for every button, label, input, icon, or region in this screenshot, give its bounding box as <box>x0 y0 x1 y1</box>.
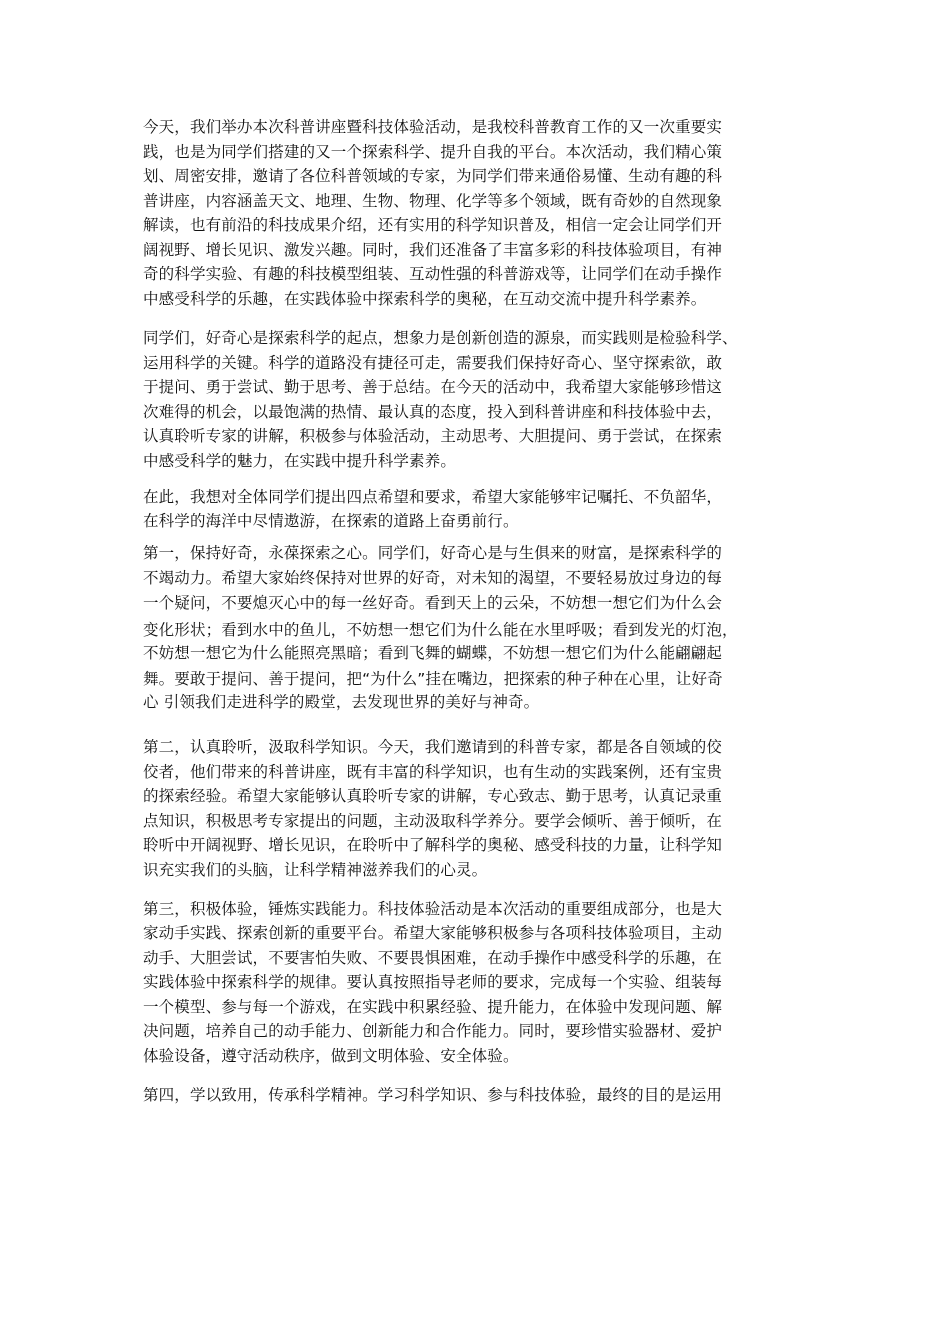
paragraph-3-line-2: 在科学的海洋中尽情遨游，在探索的道路上奋勇前行。 <box>143 512 519 530</box>
paragraph-2-line-4: 次难得的机会，以最饱满的热情、最认真的态度，投入到科普讲座和科技体验中去， <box>143 403 723 421</box>
paragraph-6-line-4: 实践体验中探索科学的规律。要认真按照指导老师的要求，完成每一个实验、组装每 <box>143 973 723 991</box>
paragraph-1-line-4: 普讲座，内容涵盖天文、地理、生物、物理、化学等多个领域，既有奇妙的自然现象 <box>143 192 723 210</box>
paragraph-4-line-6: 舞。要敢于提问、善于提问，把“为什么”挂在嘴边，把探索的种子种在心里，让好奇 <box>143 670 723 688</box>
paragraph-5-line-4: 点知识，积极思考专家提出的问题，主动汲取科学养分。要学会倾听、善于倾听，在 <box>143 812 723 830</box>
paragraph-1-line-3: 划、周密安排，邀请了各位科普领域的专家，为同学们带来通俗易懂、生动有趣的科 <box>143 167 723 185</box>
paragraph-7-line-1: 第四，学以致用，传承科学精神。学习科学知识、参与科技体验，最终的目的是运用 <box>143 1086 723 1104</box>
paragraph-5-line-1: 第二，认真聆听，汲取科学知识。今天，我们邀请到的科普专家，都是各自领域的佼 <box>143 738 723 756</box>
paragraph-1-line-6: 阔视野、增长见识、激发兴趣。同时，我们还准备了丰富多彩的科技体验项目，有神 <box>143 241 723 259</box>
paragraph-6-line-5: 一个模型、参与每一个游戏，在实践中积累经验、提升能力，在体验中发现问题、解 <box>143 998 723 1016</box>
paragraph-6-line-2: 家动手实践、探索创新的重要平台。希望大家能够积极参与各项科技体验项目，主动 <box>143 924 723 942</box>
paragraph-1-line-1: 今天，我们举办本次科普讲座暨科技体验活动，是我校科普教育工作的又一次重要实 <box>143 118 723 136</box>
paragraph-2-line-2: 运用科学的关键。科学的道路没有捷径可走，需要我们保持好奇心、坚守探索欲，敢 <box>143 354 723 372</box>
paragraph-2-line-3: 于提问、勇于尝试、勤于思考、善于总结。在今天的活动中，我希望大家能够珍惜这 <box>143 378 723 396</box>
paragraph-6-line-3: 动手、大胆尝试，不要害怕失败、不要畏惧困难，在动手操作中感受科学的乐趣，在 <box>143 949 723 967</box>
paragraph-1-line-5: 解读，也有前沿的科技成果介绍，还有实用的科学知识普及，相信一定会让同学们开 <box>143 216 723 234</box>
paragraph-2-line-1: 同学们，好奇心是探索科学的起点，想象力是创新创造的源泉，而实践则是检验科学、 <box>143 329 738 347</box>
paragraph-2-line-6: 中感受科学的魅力，在实践中提升科学素养。 <box>143 452 457 470</box>
paragraph-2-line-5: 认真聆听专家的讲解，积极参与体验活动，主动思考、大胆提问、勇于尝试，在探索 <box>143 427 723 445</box>
paragraph-6-line-1: 第三，积极体验，锤炼实践能力。科技体验活动是本次活动的重要组成部分，也是大 <box>143 900 723 918</box>
paragraph-3-line-1: 在此，我想对全体同学们提出四点希望和要求，希望大家能够牢记嘱托、不负韶华， <box>143 488 723 506</box>
paragraph-6-line-7: 体验设备，遵守活动秩序，做到文明体验、安全体验。 <box>143 1047 519 1065</box>
paragraph-4-line-5: 不妨想一想它为什么能照亮黑暗；看到飞舞的蝴蝶，不妨想一想它们为什么能翩翩起 <box>143 644 723 662</box>
paragraph-4-line-4: 变化形状；看到水中的鱼儿，不妨想一想它们为什么能在水里呼吸；看到发光的灯泡， <box>143 621 738 639</box>
paragraph-5-line-5: 聆听中开阔视野、增长见识，在聆听中了解科学的奥秘、感受科技的力量，让科学知 <box>143 836 723 854</box>
paragraph-4-line-3: 一个疑问，不要熄灭心中的每一丝好奇。看到天上的云朵，不妨想一想它们为什么会 <box>143 594 723 612</box>
paragraph-1-line-2: 践，也是为同学们搭建的又一个探索科学、提升自我的平台。本次活动，我们精心策 <box>143 143 723 161</box>
paragraph-5-line-2: 佼者，他们带来的科普讲座，既有丰富的科学知识，也有生动的实践案例，还有宝贵 <box>143 763 723 781</box>
paragraph-1-line-7: 奇的科学实验、有趣的科技模型组装、互动性强的科普游戏等，让同学们在动手操作 <box>143 265 723 283</box>
paragraph-4-line-7: 心 引领我们走进科学的殿堂，去发现世界的美好与神奇。 <box>143 693 540 711</box>
paragraph-1-line-8: 中感受科学的乐趣，在实践体验中探索科学的奥秘，在互动交流中提升科学素养。 <box>143 290 707 308</box>
paragraph-4-line-1: 第一，保持好奇，永葆探索之心。同学们，好奇心是与生俱来的财富，是探索科学的 <box>143 544 723 562</box>
paragraph-5-line-6: 识充实我们的头脑，让科学精神滋养我们的心灵。 <box>143 861 488 879</box>
paragraph-4-line-2: 不竭动力。希望大家始终保持对世界的好奇，对未知的渴望，不要轻易放过身边的每 <box>143 569 723 587</box>
paragraph-6-line-6: 决问题，培养自己的动手能力、创新能力和合作能力。同时，要珍惜实验器材、爱护 <box>143 1022 723 1040</box>
paragraph-5-line-3: 的探索经验。希望大家能够认真聆听专家的讲解，专心致志、勤于思考，认真记录重 <box>143 787 723 805</box>
